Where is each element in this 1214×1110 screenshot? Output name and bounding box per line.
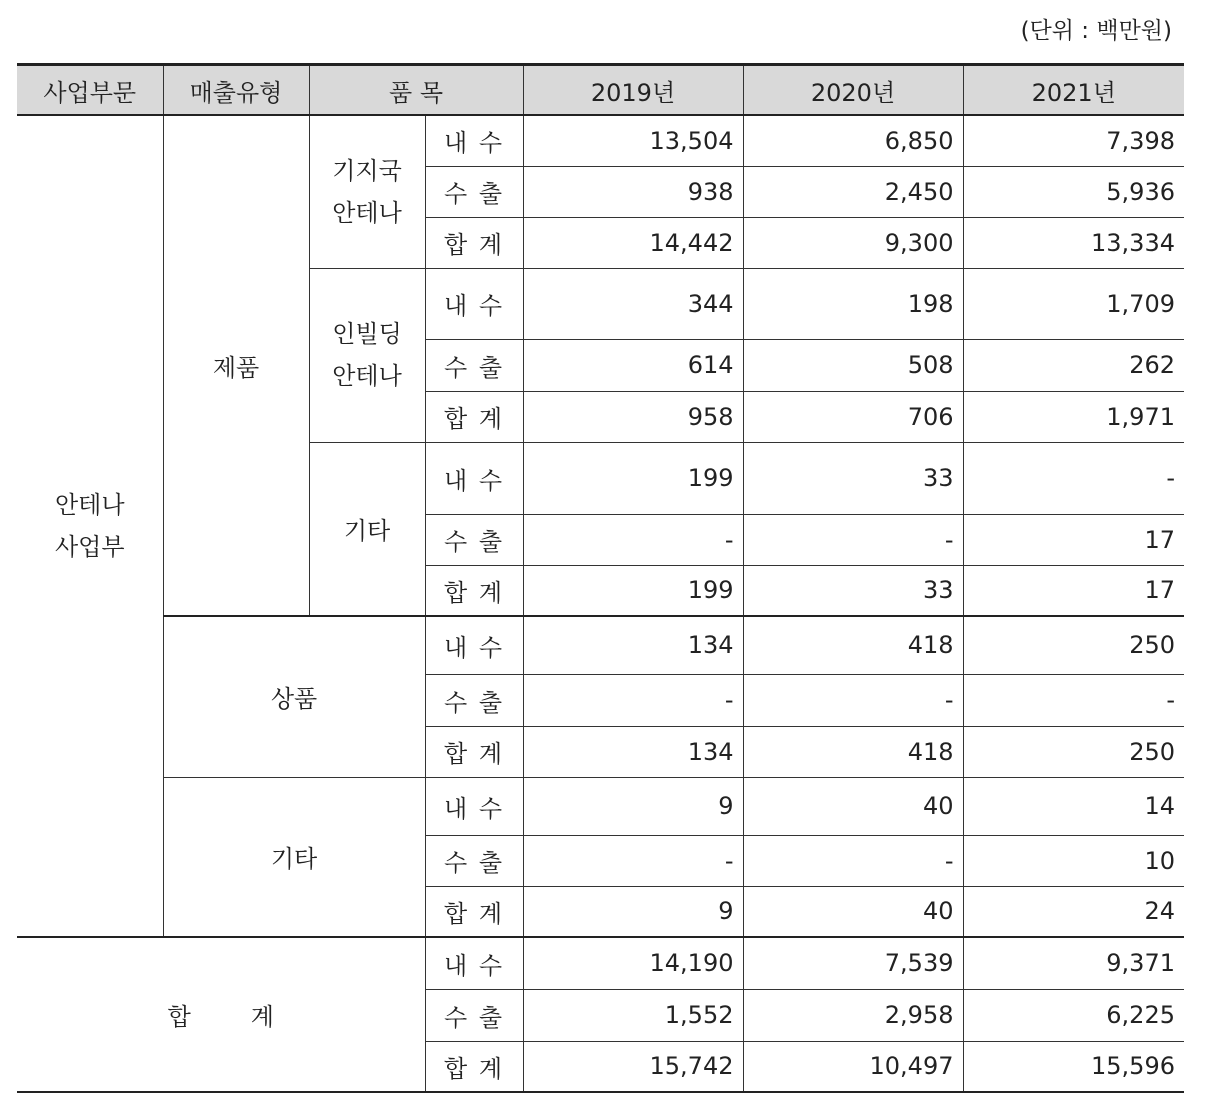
value-cell: -	[743, 514, 963, 565]
value-cell: 17	[963, 514, 1184, 565]
total-label: 합 계	[425, 886, 523, 937]
value-cell: 1,971	[963, 391, 1184, 442]
value-cell: 7,539	[743, 937, 963, 989]
value-cell: 262	[963, 339, 1184, 391]
value-cell: 14	[963, 777, 1184, 835]
value-cell: -	[523, 674, 743, 726]
value-cell: 199	[523, 442, 743, 514]
value-cell: 958	[523, 391, 743, 442]
grand-total-char-2: 계	[250, 1003, 274, 1031]
value-cell: 9,300	[743, 217, 963, 268]
header-2021: 2021년	[963, 65, 1184, 116]
ib-line-1: 인빌딩	[332, 320, 402, 348]
export-label: 수 출	[425, 674, 523, 726]
division-line-2: 사업부	[54, 533, 125, 561]
value-cell: 199	[523, 565, 743, 616]
value-cell: 9	[523, 777, 743, 835]
value-cell: 134	[523, 726, 743, 777]
table-row	[17, 115, 1184, 166]
value-cell: -	[963, 674, 1184, 726]
value-cell: 508	[743, 339, 963, 391]
value-cell: 1,709	[963, 268, 1184, 339]
value-cell: -	[743, 674, 963, 726]
value-cell: 9	[523, 886, 743, 937]
division-line-1: 안테나	[54, 491, 125, 519]
sales-table	[17, 63, 1184, 1093]
domestic-label: 내 수	[425, 616, 523, 674]
value-cell: 6,850	[743, 115, 963, 166]
base-station-antenna-cell	[309, 115, 425, 268]
value-cell: 418	[743, 726, 963, 777]
value-cell: 1,552	[523, 989, 743, 1041]
ib-line-2: 안테나	[332, 362, 402, 390]
total-label: 합 계	[425, 726, 523, 777]
total-label: 합 계	[425, 217, 523, 268]
export-label: 수 출	[425, 989, 523, 1041]
value-cell: 6,225	[963, 989, 1184, 1041]
products-type-cell: 제품	[163, 115, 309, 616]
value-cell: 15,742	[523, 1041, 743, 1092]
value-cell: 14,190	[523, 937, 743, 989]
other-type-cell: 기타	[163, 777, 425, 937]
total-label: 합 계	[425, 391, 523, 442]
export-label: 수 출	[425, 514, 523, 565]
grand-total-char-1: 합	[167, 1003, 191, 1031]
value-cell: -	[963, 442, 1184, 514]
domestic-label: 내 수	[425, 268, 523, 339]
value-cell: 14,442	[523, 217, 743, 268]
domestic-label: 내 수	[425, 777, 523, 835]
value-cell: 33	[743, 442, 963, 514]
value-cell: 24	[963, 886, 1184, 937]
division-cell	[17, 115, 163, 937]
value-cell: 2,958	[743, 989, 963, 1041]
value-cell: 9,371	[963, 937, 1184, 989]
domestic-label: 내 수	[425, 937, 523, 989]
value-cell: -	[523, 835, 743, 886]
total-label: 합 계	[425, 565, 523, 616]
value-cell: 2,450	[743, 166, 963, 217]
value-cell: 418	[743, 616, 963, 674]
table-row	[17, 616, 1184, 674]
grand-total-cell	[17, 937, 425, 1092]
goods-type-cell: 상품	[163, 616, 425, 777]
bs-line-2: 안테나	[332, 198, 402, 227]
total-label: 합 계	[425, 1041, 523, 1092]
value-cell: 7,398	[963, 115, 1184, 166]
value-cell: 15,596	[963, 1041, 1184, 1092]
table-row	[17, 937, 1184, 989]
value-cell: 13,504	[523, 115, 743, 166]
value-cell: -	[743, 835, 963, 886]
value-cell: 706	[743, 391, 963, 442]
value-cell: 10,497	[743, 1041, 963, 1092]
header-division: 사업부문	[17, 65, 163, 116]
header-row	[17, 65, 1184, 116]
value-cell: 250	[963, 616, 1184, 674]
export-label: 수 출	[425, 835, 523, 886]
header-2019: 2019년	[523, 65, 743, 116]
value-cell: 33	[743, 565, 963, 616]
value-cell: 938	[523, 166, 743, 217]
export-label: 수 출	[425, 339, 523, 391]
bs-line-1: 기지국	[332, 156, 402, 185]
export-label: 수 출	[425, 166, 523, 217]
value-cell: 13,334	[963, 217, 1184, 268]
value-cell: 198	[743, 268, 963, 339]
header-item: 품 목	[309, 65, 523, 116]
domestic-label: 내 수	[425, 442, 523, 514]
value-cell: 5,936	[963, 166, 1184, 217]
header-sales-type: 매출유형	[163, 65, 309, 116]
unit-label: (단위 : 백만원)	[1020, 18, 1172, 44]
value-cell: 250	[963, 726, 1184, 777]
value-cell: 10	[963, 835, 1184, 886]
value-cell: 40	[743, 886, 963, 937]
table-row	[17, 777, 1184, 835]
in-building-antenna-cell	[309, 268, 425, 442]
value-cell: -	[523, 514, 743, 565]
value-cell: 614	[523, 339, 743, 391]
header-2020: 2020년	[743, 65, 963, 116]
product-other-cell: 기타	[309, 442, 425, 616]
value-cell: 134	[523, 616, 743, 674]
value-cell: 40	[743, 777, 963, 835]
value-cell: 344	[523, 268, 743, 339]
domestic-label: 내 수	[425, 115, 523, 166]
value-cell: 17	[963, 565, 1184, 616]
